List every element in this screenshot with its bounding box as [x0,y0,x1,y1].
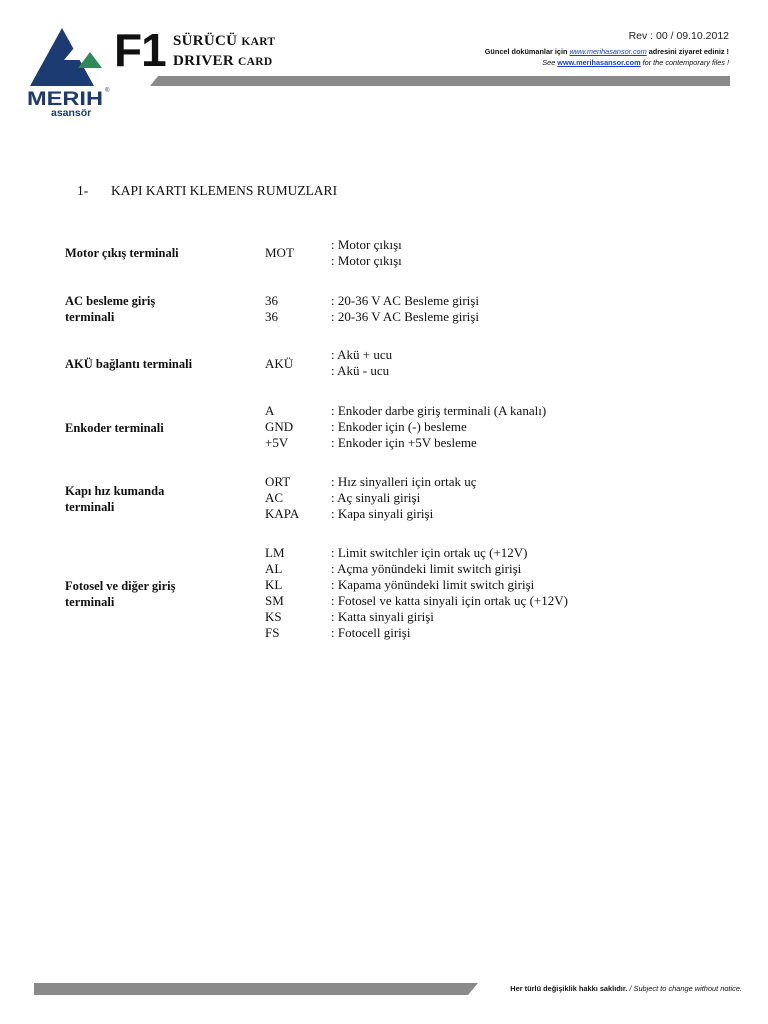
desc-item: : Enkoder için +5V besleme [331,435,477,450]
product-code: F1 [114,24,166,76]
desc-item: : Akü - ucu [331,363,390,378]
row-label-fotosel: Fotosel ve diğer giriş terminali [65,579,176,609]
note-tr-post: adresini ziyaret ediniz ! [646,47,729,56]
row-codes-kapi-hiz [265,474,299,522]
row-label-motor: Motor çıkış terminali [65,246,179,260]
desc-item: : Kapama yönündeki limit switch girişi [331,577,535,592]
row-descs-ac [331,293,479,325]
header-divider-bar [150,76,730,86]
row-descs-fotosel [331,545,568,641]
title-tr-small: KART [241,36,276,48]
row-label-kapi-hiz: Kapı hız kumanda terminali [65,484,165,514]
code-item: A [265,403,275,418]
note-tr [485,47,729,56]
title-tr [173,33,275,50]
code-item: ORT [265,474,291,489]
code-item: GND [265,419,294,434]
code-item: KL [265,577,283,592]
merih-logo [26,26,112,118]
note-en-pre: See [542,58,558,67]
title-en [173,53,272,70]
row-codes-fotosel [265,545,285,641]
code-item: FS [265,625,280,640]
code-item: LM [265,545,285,560]
desc-item: : Hız sinyalleri için ortak uç [331,474,477,489]
desc-item: : 20-36 V AC Besleme girişi [331,293,479,308]
note-tr-link[interactable]: www.merihasansor.com [569,47,647,56]
desc-item: : Akü + ucu [331,347,393,362]
logo-registered-mark: ® [105,88,110,94]
note-en-post: for the contemporary files ! [640,58,729,67]
row-codes-ac [265,293,278,325]
section-title: KAPI KARTI KLEMENS RUMUZLARI [111,183,338,198]
desc-item: : Açma yönündeki limit switch girişi [331,561,522,576]
desc-item: : Enkoder darbe giriş terminali (A kanalı) [331,403,547,418]
section-heading [77,183,337,199]
note-en-link[interactable]: www.merihasansor.com [557,58,641,67]
row-codes-motor [265,245,294,261]
code-item: +5V [265,435,289,450]
row-label-aku: AKÜ bağlantı terminali [65,357,193,371]
row-codes-enkoder [265,403,293,451]
row-descs-kapi-hiz [331,474,476,522]
title-en-small: CARD [238,56,273,68]
note-tr-pre: Güncel dokümanlar için [484,47,570,56]
desc-item: : 20-36 V AC Besleme girişi [331,309,479,324]
desc-item: : Fotocell girişi [331,625,411,640]
footer-notice [510,984,742,993]
revision-label: Rev : 00 / 09.10.2012 [628,30,729,42]
code-item: MOT [265,245,294,260]
row-descs-enkoder [331,403,546,451]
desc-item: : Katta sinyali girişi [331,609,434,624]
desc-item: : Motor çıkışı [331,253,402,268]
note-en [542,58,729,67]
logo-brand-text: MERIH [27,89,103,110]
code-item: KS [265,609,282,624]
title-en-main: DRIVER [173,53,234,69]
desc-item: : Enkoder için (-) besleme [331,419,467,434]
row-descs-motor [331,237,402,269]
desc-item: : Kapa sinyali girişi [331,506,434,521]
section-number: 1- [77,183,89,198]
desc-item: : Motor çıkışı [331,237,402,252]
row-label-enkoder: Enkoder terminali [65,421,164,435]
desc-item: : Limit switchler için ortak uç (+12V) [331,545,528,560]
footer-en: / Subject to change without notice. [627,984,742,993]
code-item: 36 [265,293,278,308]
code-item: SM [265,593,284,608]
code-item: 36 [265,309,278,324]
code-item: AL [265,561,283,576]
row-label-ac: AC besleme giriş terminali [65,294,156,324]
row-codes-aku [265,356,293,372]
code-item: KAPA [265,506,300,521]
footer-divider-bar [34,983,478,995]
logo-sub-text: asansör [51,107,92,118]
code-item: AC [265,490,284,505]
desc-item: : Aç sinyali girişi [331,490,421,505]
title-tr-main: SÜRÜCÜ [173,33,238,49]
desc-item: : Fotosel ve katta sinyali için ortak uç (+12V) [331,593,568,608]
row-descs-aku [331,347,392,379]
code-item: AKÜ [265,356,294,371]
footer-tr: Her türlü değişiklik hakkı saklıdır. [510,984,628,993]
